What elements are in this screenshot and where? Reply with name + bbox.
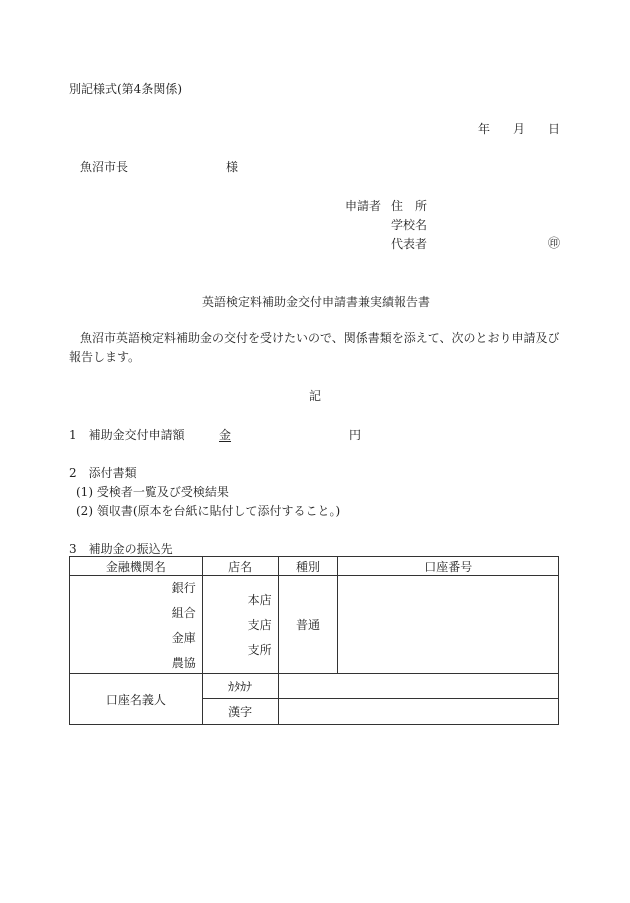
account-type-cell: 普通 (278, 576, 338, 674)
header-branch: 店名 (202, 557, 278, 576)
institution-type-union: 組合 (171, 605, 196, 620)
bank-transfer-table (69, 556, 559, 725)
holder-kanji-cell[interactable] (278, 699, 558, 725)
institution-type-ja: 農協 (171, 655, 196, 670)
kanji-label: 漢字 (202, 699, 278, 725)
applicant-label: 申請者 (345, 199, 382, 213)
header-account-number: 口座番号 (338, 557, 559, 576)
branch-type-branch: 支店 (247, 618, 272, 632)
institution-type-bank: 銀行 (171, 580, 196, 595)
amount-prefix: 金 (219, 428, 232, 442)
attachment-item-1: (1) 受検者一覧及び受検結果 (76, 485, 229, 499)
section-1-label: 1 補助金交付申請額 (69, 428, 185, 442)
account-holder-label: 口座名義人 (70, 674, 203, 725)
addressee-honorific: 様 (226, 160, 239, 174)
branch-type-sub: 支所 (247, 643, 272, 657)
header-account-type: 種別 (278, 557, 338, 576)
body-text-line-1: 魚沼市英語検定料補助金の交付を受けたいので、関係書類を添えて、次のとおり申請及び (80, 331, 560, 345)
form-reference: 別記様式(第4条関係) (69, 82, 182, 96)
section-2-label: 2 添付書類 (69, 466, 137, 480)
section-3-label: 3 補助金の振込先 (69, 542, 173, 556)
amount-suffix: 円 (348, 428, 361, 442)
branch-type-main: 本店 (247, 593, 272, 607)
institution-type-shinkin: 金庫 (171, 630, 196, 645)
institution-name-cell[interactable] (70, 576, 203, 674)
account-number-cell[interactable] (338, 576, 559, 674)
header-institution: 金融機関名 (70, 557, 203, 576)
attachment-item-2: (2) 領収書(原本を台紙に貼付して添付すること。) (76, 504, 341, 518)
addressee-name: 魚沼市長 (80, 160, 129, 174)
document-title: 英語検定料補助金交付申請書兼実績報告書 (202, 295, 431, 309)
school-name-label: 学校名 (391, 218, 428, 232)
date-year-label: 年 (478, 122, 491, 136)
amount-field (219, 426, 361, 443)
address-label: 住 所 (391, 199, 428, 213)
date-day-label: 日 (548, 122, 561, 136)
date-month-label: 月 (513, 122, 526, 136)
holder-kana-cell[interactable] (278, 674, 558, 699)
kana-label: ｶﾀｶﾅ (202, 674, 278, 699)
body-text-line-2: 報告します。 (69, 350, 141, 364)
seal-mark: ㊞ (548, 236, 561, 250)
representative-label: 代表者 (391, 237, 428, 251)
branch-name-cell[interactable] (202, 576, 278, 674)
ki-heading: 記 (309, 389, 322, 403)
